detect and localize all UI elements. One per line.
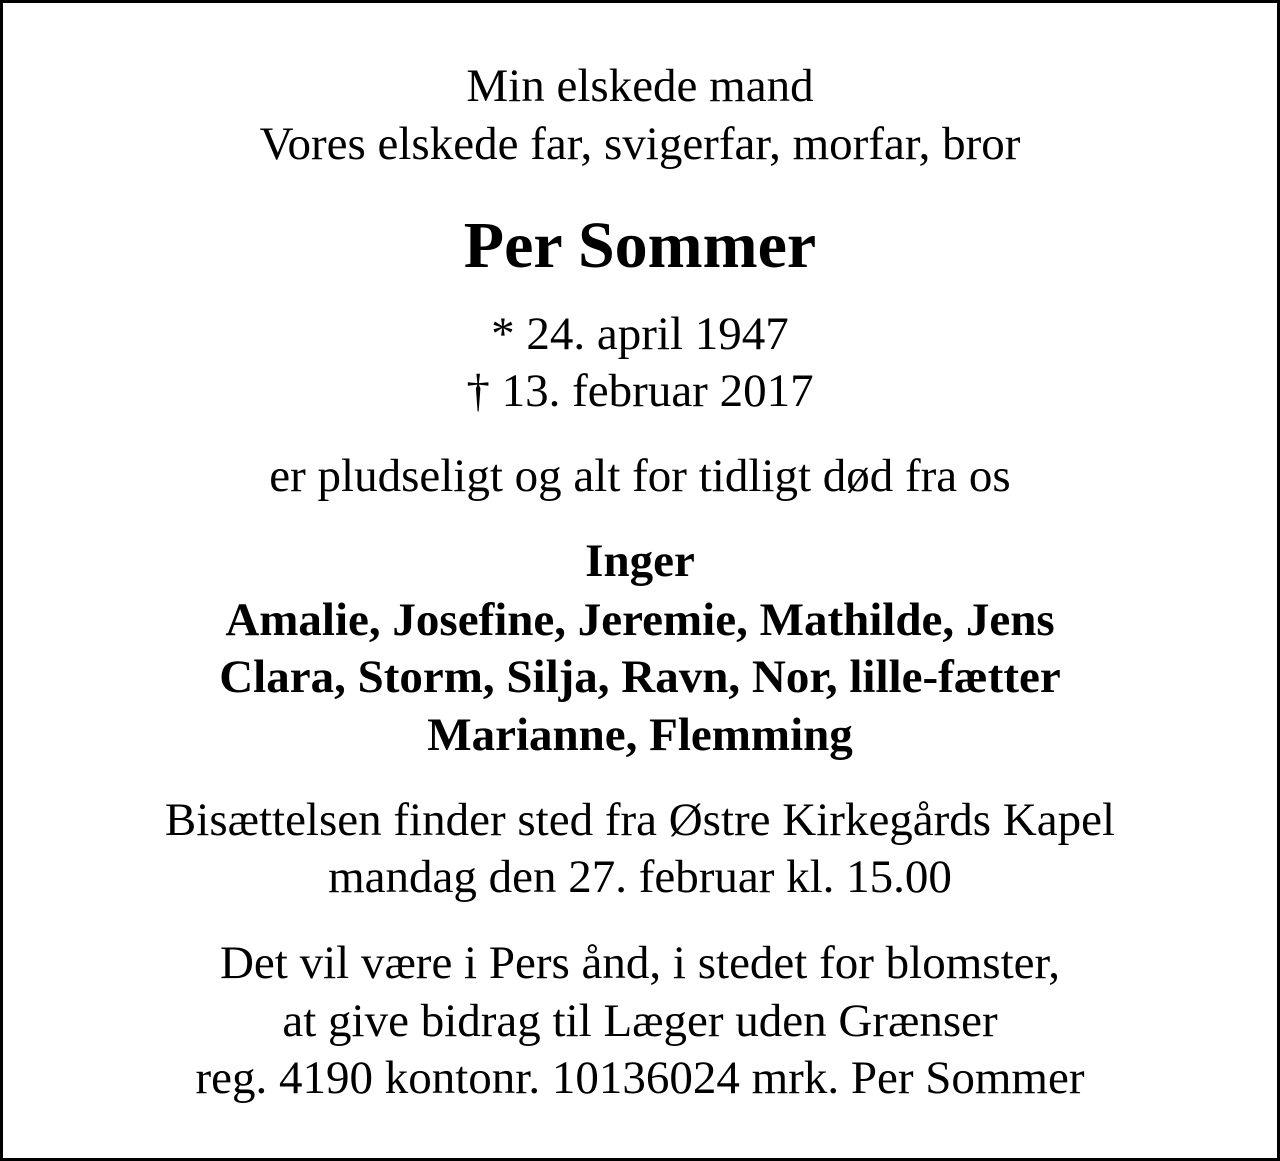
service-time: mandag den 27. februar kl. 15.00 [328,851,952,903]
family-line-grandchildren: Clara, Storm, Silja, Ravn, Nor, lille-fætter [219,651,1061,703]
birth-date: * 24. april 1947 [491,308,789,360]
donation-account: reg. 4190 kontonr. 10136024 mrk. Per Sommer [195,1052,1085,1104]
intro-line-2: Vores elskede far, svigerfar, morfar, bror [259,118,1021,170]
deceased-name: Per Sommer [463,209,817,282]
death-message: er pludseligt og alt for tidligt død fra os [269,450,1011,502]
service-location: Bisættelsen finder sted fra Østre Kirkegårds Kapel [164,794,1116,846]
family-line-children: Amalie, Josefine, Jeremie, Mathilde, Jens [225,594,1055,646]
death-date: † 13. februar 2017 [466,365,814,417]
family-line-spouse: Inger [585,535,695,587]
donation-line-2: at give bidrag til Læger uden Grænser [282,995,998,1047]
intro-line-1: Min elskede mand [466,60,814,112]
family-line-siblings: Marianne, Flemming [427,709,853,761]
donation-line-1: Det vil være i Pers ånd, i stedet for blomster, [219,937,1061,989]
